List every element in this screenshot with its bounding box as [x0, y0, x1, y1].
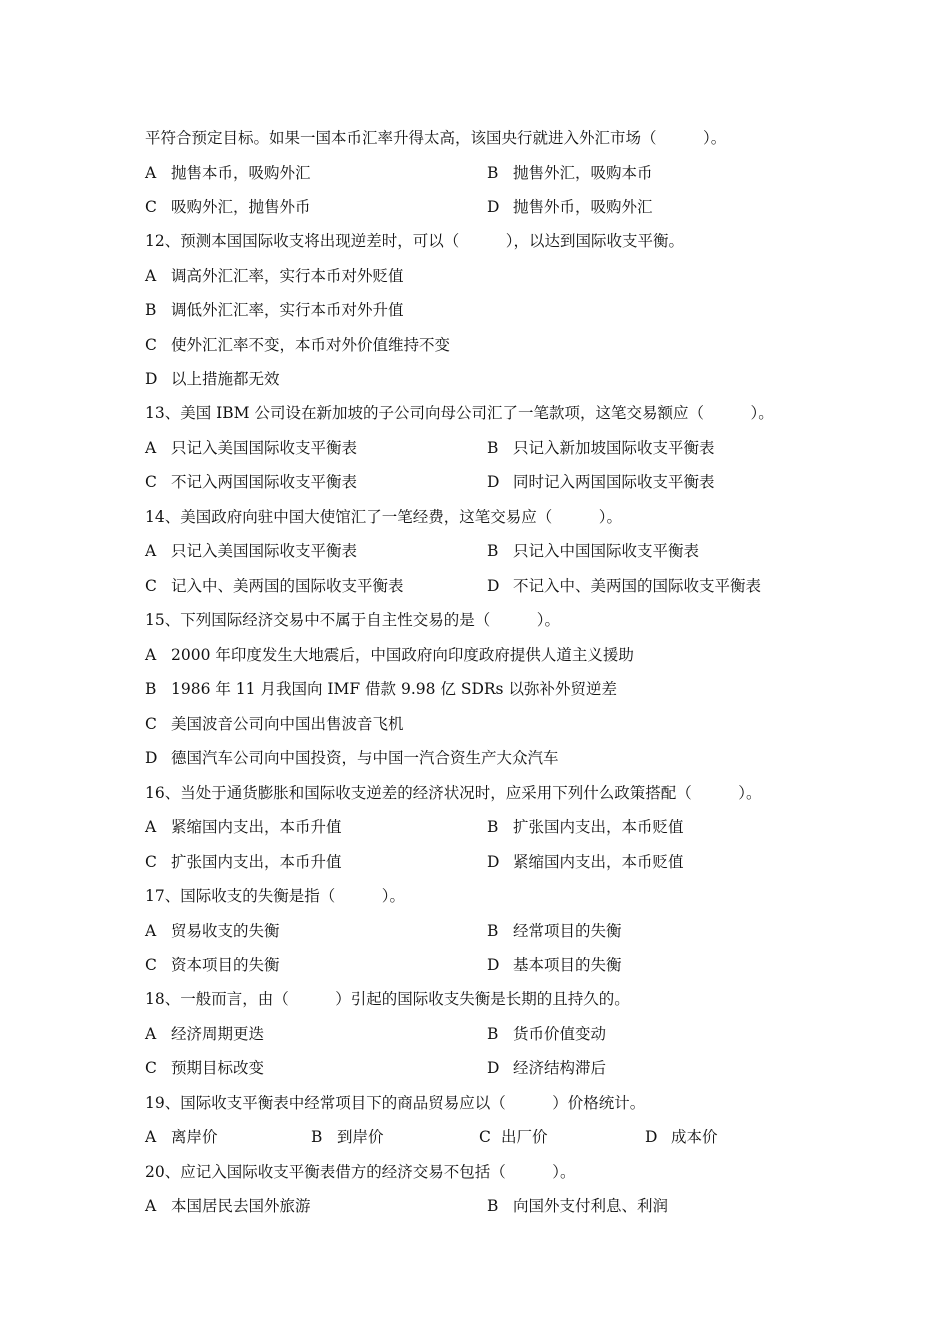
question-16: 16、当处于通货膨胀和国际收支逆差的经济状况时，应采用下列什么政策搭配（ ）。	[145, 784, 762, 802]
question-20: 20、应记入国际收支平衡表借方的经济交易不包括（ ）。	[145, 1163, 576, 1181]
question-14: 14、美国政府向驻中国大使馆汇了一笔经费，这笔交易应（ ）。	[145, 508, 622, 526]
option-15-b: B 1986 年 11 月我国向 IMF 借款 9.98 亿 SDRs 以弥补外贸逆差	[145, 680, 617, 698]
option-17-c: C 资本项目的失衡	[145, 956, 280, 974]
question-19: 19、国际收支平衡表中经常项目下的商品贸易应以（ ）价格统计。	[145, 1094, 646, 1112]
option-19-a: A 离岸价	[145, 1128, 218, 1146]
option-17-b: B 经常项目的失衡	[487, 922, 622, 940]
option-14-d: D 不记入中、美两国的国际收支平衡表	[487, 577, 762, 595]
option-20-b: B 向国外支付利息、利润	[487, 1197, 669, 1215]
option-20-a: A 本国居民去国外旅游	[145, 1197, 311, 1215]
question-13: 13、美国 IBM 公司设在新加坡的子公司向母公司汇了一笔款项，这笔交易额应（ ）。	[145, 404, 774, 422]
option-11-c: C 吸购外汇，抛售外币	[145, 198, 311, 216]
option-18-c: C 预期目标改变	[145, 1059, 265, 1077]
question-12: 12、预测本国国际收支将出现逆差时，可以（ ），以达到国际收支平衡。	[145, 232, 684, 250]
option-12-b: B 调低外汇汇率，实行本币对外升值	[145, 301, 404, 319]
option-19-b: B 到岸价	[311, 1128, 384, 1146]
question-18: 18、一般而言，由（ ）引起的国际收支失衡是长期的且持久的。	[145, 990, 630, 1008]
option-14-a: A 只记入美国国际收支平衡表	[145, 542, 358, 560]
question-17: 17、国际收支的失衡是指（ ）。	[145, 887, 405, 905]
option-18-d: D 经济结构滞后	[487, 1059, 607, 1077]
option-12-d: D 以上措施都无效	[145, 370, 280, 388]
option-16-a: A 紧缩国内支出，本币升值	[145, 818, 342, 836]
option-13-b: B 只记入新加坡国际收支平衡表	[487, 439, 715, 457]
option-16-d: D 紧缩国内支出，本币贬值	[487, 853, 684, 871]
question-15: 15、下列国际经济交易中不属于自主性交易的是（ ）。	[145, 611, 560, 629]
option-17-d: D 基本项目的失衡	[487, 956, 622, 974]
option-19-c: C 出厂价	[479, 1128, 548, 1146]
option-12-c: C 使外汇汇率不变，本币对外价值维持不变	[145, 336, 451, 354]
option-19-d: D 成本价	[645, 1128, 718, 1146]
option-14-c: C 记入中、美两国的国际收支平衡表	[145, 577, 404, 595]
option-17-a: A 贸易收支的失衡	[145, 922, 280, 940]
option-11-a: A 抛售本币，吸购外汇	[145, 164, 311, 182]
question-11-continuation: 平符合预定目标。如果一国本币汇率升得太高，该国央行就进入外汇市场（ ）。	[145, 129, 727, 147]
option-15-d: D 德国汽车公司向中国投资，与中国一汽合资生产大众汽车	[145, 749, 559, 767]
option-15-c: C 美国波音公司向中国出售波音飞机	[145, 715, 404, 733]
option-13-d: D 同时记入两国国际收支平衡表	[487, 473, 715, 491]
option-16-c: C 扩张国内支出，本币升值	[145, 853, 342, 871]
option-11-b: B 抛售外汇，吸购本币	[487, 164, 653, 182]
option-15-a: A 2000 年印度发生大地震后，中国政府向印度政府提供人道主义援助	[145, 646, 634, 664]
option-18-b: B 货币价值变动	[487, 1025, 607, 1043]
option-12-a: A 调高外汇汇率，实行本币对外贬值	[145, 267, 404, 285]
option-14-b: B 只记入中国国际收支平衡表	[487, 542, 700, 560]
option-13-a: A 只记入美国国际收支平衡表	[145, 439, 358, 457]
option-11-d: D 抛售外币，吸购外汇	[487, 198, 653, 216]
option-18-a: A 经济周期更迭	[145, 1025, 265, 1043]
option-16-b: B 扩张国内支出，本币贬值	[487, 818, 684, 836]
option-13-c: C 不记入两国国际收支平衡表	[145, 473, 358, 491]
